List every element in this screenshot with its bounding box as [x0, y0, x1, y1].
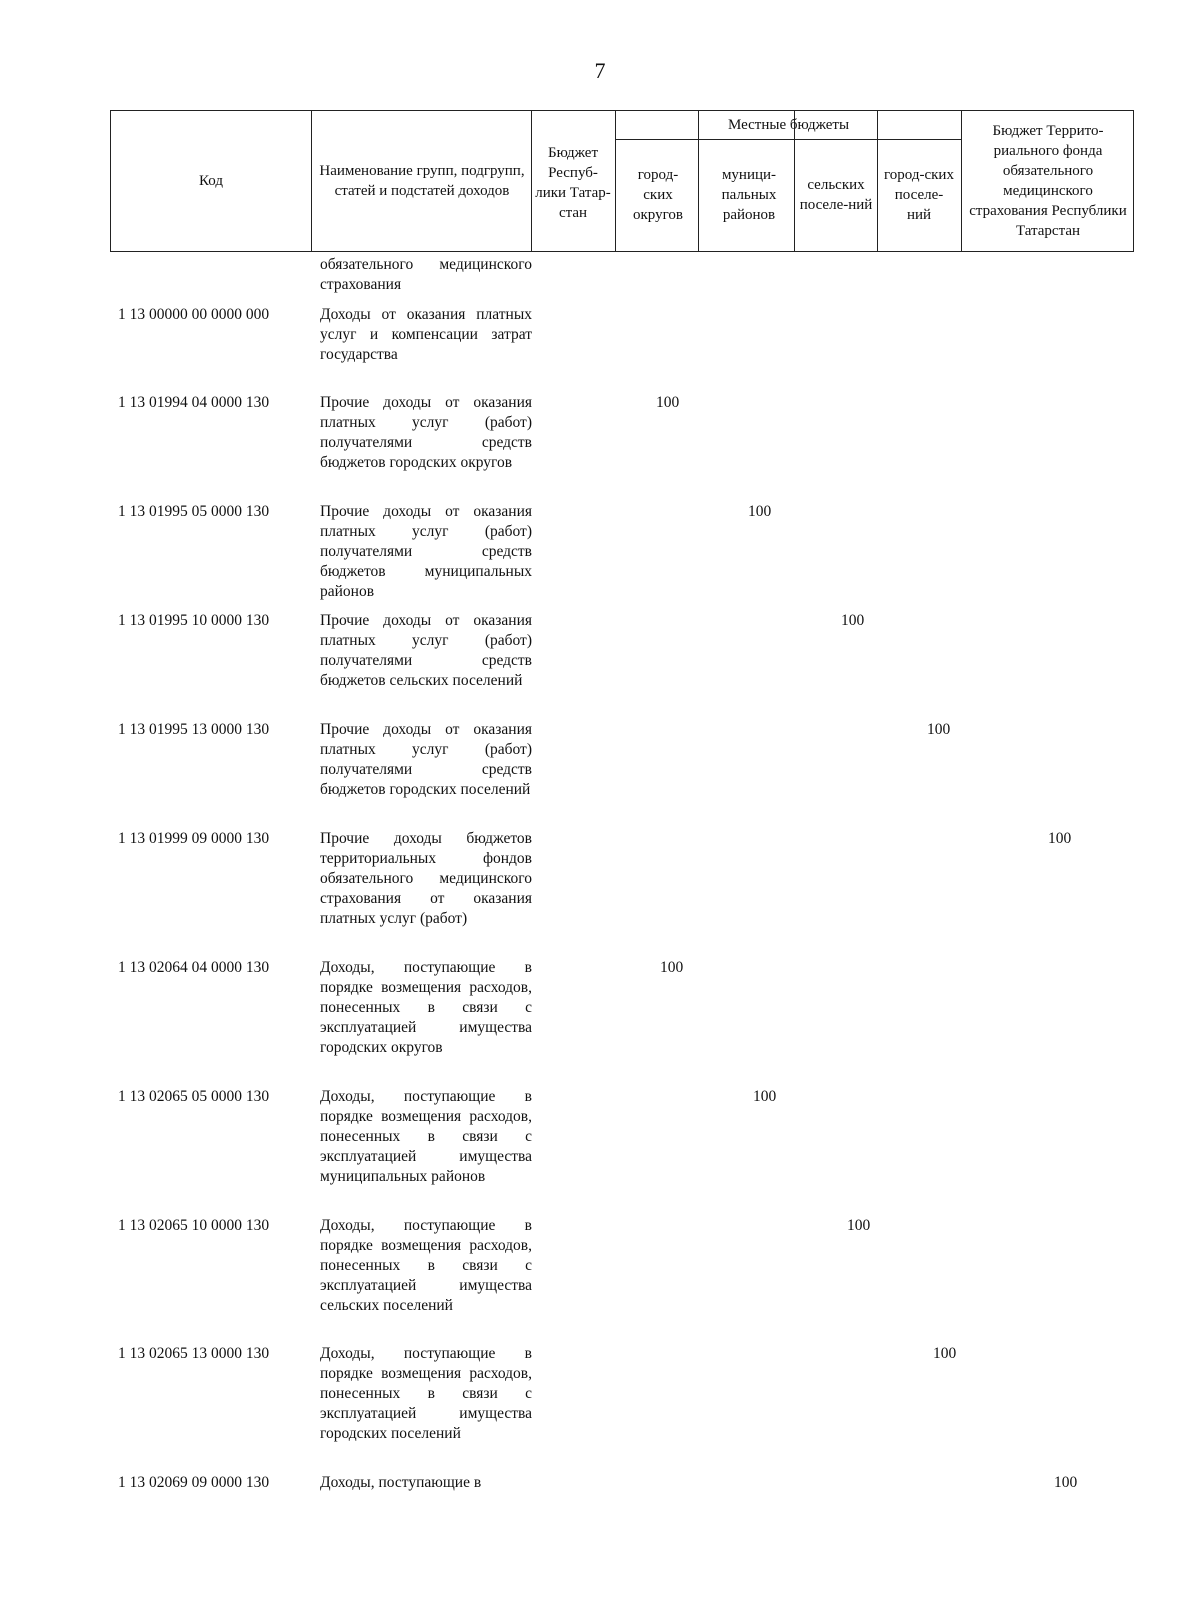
- header-name: Наименование групп, подгрупп, статей и подстатей доходов: [319, 163, 525, 199]
- row-name: Доходы, поступающие в: [320, 1474, 482, 1491]
- row-name: Доходы, поступающие в порядке возмещения расходов, понесенных в связи с эксплуатацией имущества муниципальных районов: [320, 1088, 532, 1185]
- row-value-city-districts: 100: [656, 394, 680, 411]
- header-city-districts: город-ских округов: [633, 167, 683, 223]
- row-code: 1 13 01995 10 0000 130: [118, 612, 270, 629]
- row-code: 1 13 01995 05 0000 130: [118, 503, 270, 520]
- header-municipal-districts: муници-пальных районов: [721, 167, 777, 223]
- row-value-urban-settlements: 100: [927, 721, 951, 738]
- header-local-budgets: Местные бюджеты: [727, 117, 850, 133]
- row-value-municipal-districts: 100: [753, 1088, 777, 1105]
- row-code: 1 13 01999 09 0000 130: [118, 830, 270, 847]
- header-rt-budget: Бюджет Респуб-лики Татар-стан: [535, 145, 611, 221]
- row-value-tfoms: 100: [1054, 1474, 1078, 1491]
- page-number: 7: [594, 58, 606, 83]
- row-value-tfoms: 100: [1048, 830, 1072, 847]
- row-code: 1 13 02065 13 0000 130: [118, 1345, 270, 1362]
- row-value-rural-settlements: 100: [841, 612, 865, 629]
- row-name: Прочие доходы от оказания платных услуг (работ) получателями средств бюджетов городских округов: [320, 394, 532, 471]
- row-value-municipal-districts: 100: [748, 503, 772, 520]
- row-name: Прочие доходы бюджетов территориальных фондов обязательного медицинского страхования от оказания платных услуг (работ): [320, 830, 532, 927]
- row-code: 1 13 01995 13 0000 130: [118, 721, 270, 738]
- header-urban-settlements: город-ских поселе-ний: [884, 167, 954, 223]
- row-value-urban-settlements: 100: [933, 1345, 957, 1362]
- row-name: Доходы от оказания платных услуг и компенсации затрат государства: [320, 306, 532, 363]
- header-rural-settlements: сельских поселе-ний: [799, 177, 873, 213]
- row-name: Прочие доходы от оказания платных услуг (работ) получателями средств бюджетов городских поселений: [320, 721, 532, 798]
- row-code: 1 13 00000 00 0000 000: [118, 306, 270, 323]
- row-name: Доходы, поступающие в порядке возмещения расходов, понесенных в связи с эксплуатацией имущества сельских поселений: [320, 1217, 532, 1314]
- row-code: 1 13 02065 10 0000 130: [118, 1217, 270, 1234]
- row-name: обязательного медицинского страхования: [320, 256, 532, 293]
- header-code: Код: [199, 173, 223, 189]
- row-value-rural-settlements: 100: [847, 1217, 871, 1234]
- row-name: Прочие доходы от оказания платных услуг (работ) получателями средств бюджетов муниципальных районов: [320, 503, 532, 600]
- table-header: [110, 110, 1134, 252]
- row-name: Прочие доходы от оказания платных услуг (работ) получателями средств бюджетов сельских поселений: [320, 612, 532, 689]
- row-code: 1 13 02065 05 0000 130: [118, 1088, 270, 1105]
- row-name: Доходы, поступающие в порядке возмещения расходов, понесенных в связи с эксплуатацией имущества городских округов: [320, 959, 532, 1056]
- row-code: 1 13 02069 09 0000 130: [118, 1474, 270, 1491]
- row-code: 1 13 02064 04 0000 130: [118, 959, 270, 976]
- row-code: 1 13 01994 04 0000 130: [118, 394, 270, 411]
- header-tfoms: Бюджет Террито-риального фонда обязательного медицинского страхования Республики Татарстан: [969, 123, 1127, 239]
- row-value-city-districts: 100: [660, 959, 684, 976]
- row-name: Доходы, поступающие в порядке возмещения расходов, понесенных в связи с эксплуатацией имущества городских поселений: [320, 1345, 532, 1442]
